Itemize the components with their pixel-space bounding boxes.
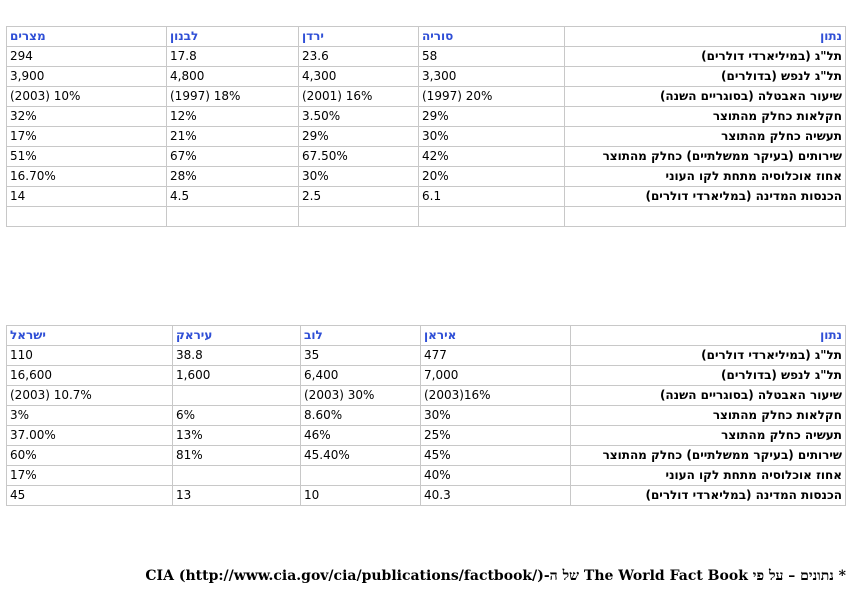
row-label-cell: תל"ג לנפש (בדולרים) [571, 366, 846, 386]
value-cell: 6,400 [301, 366, 421, 386]
row-label-cell: תל"ג (במיליארדי דולרים) [565, 47, 846, 67]
column-header: לבנון [167, 27, 299, 47]
value-cell: 40% [421, 466, 571, 486]
value-cell: 3.50% [299, 107, 419, 127]
table-row [7, 87, 846, 107]
row-label-cell: שירותים (בעיקר ממשלתיים) כחלק מהתוצר [565, 147, 846, 167]
value-cell: 17% [7, 466, 173, 486]
value-cell: (2003) 10% [7, 87, 167, 107]
value-cell: 2.5 [299, 187, 419, 207]
table-row [7, 446, 846, 466]
table-row [7, 366, 846, 386]
table-row [7, 147, 846, 167]
table-row [7, 207, 846, 227]
table-row [7, 346, 846, 366]
column-header: סוריה [419, 27, 565, 47]
table-row [7, 167, 846, 187]
value-cell: 14 [7, 187, 167, 207]
value-cell: 13 [173, 486, 301, 506]
value-cell: 17% [7, 127, 167, 147]
row-label-cell: תעשיה כחלק מהתוצר [571, 426, 846, 446]
value-cell: 3% [7, 406, 173, 426]
row-label-cell [565, 207, 846, 227]
value-cell: 60% [7, 446, 173, 466]
table-row [7, 47, 846, 67]
table-row [7, 67, 846, 87]
column-header: נתון [565, 27, 846, 47]
value-cell: 110 [7, 346, 173, 366]
value-cell: 16,600 [7, 366, 173, 386]
value-cell: 10 [301, 486, 421, 506]
row-label-cell: תעשיה כחלק מהתוצר [565, 127, 846, 147]
table-row [7, 187, 846, 207]
table-row [7, 486, 846, 506]
row-label-cell: תל"ג לנפש (בדולרים) [565, 67, 846, 87]
row-label-cell: שירותים (בעיקר ממשלתיים) כחלק מהתוצר [571, 446, 846, 466]
row-label-cell: שיעור האבטלה (בסוגריים השנה) [565, 87, 846, 107]
value-cell: (2001) 16% [299, 87, 419, 107]
value-cell: 17.8 [167, 47, 299, 67]
value-cell [299, 207, 419, 227]
value-cell: 3,900 [7, 67, 167, 87]
value-cell: 58 [419, 47, 565, 67]
value-cell: (2003)16% [421, 386, 571, 406]
row-label-cell: חקלאות כחלק מהתוצר [565, 107, 846, 127]
value-cell: 29% [299, 127, 419, 147]
economy-table-1 [6, 26, 846, 227]
table-row [7, 426, 846, 446]
value-cell: 35 [301, 346, 421, 366]
value-cell: 30% [299, 167, 419, 187]
value-cell: 42% [419, 147, 565, 167]
table-row [7, 107, 846, 127]
value-cell: 4.5 [167, 187, 299, 207]
value-cell: (1997) 20% [419, 87, 565, 107]
value-cell: 67% [167, 147, 299, 167]
value-cell: 1,600 [173, 366, 301, 386]
value-cell: 45 [7, 486, 173, 506]
header-row [7, 27, 846, 47]
value-cell: (1997) 18% [167, 87, 299, 107]
table-2-body [7, 326, 846, 506]
table-row [7, 127, 846, 147]
value-cell: 8.60% [301, 406, 421, 426]
value-cell [173, 466, 301, 486]
row-label-cell: שיעור האבטלה (בסוגריים השנה) [571, 386, 846, 406]
row-label-cell: אחוז אוכלוסיה מתחת לקו העוני [565, 167, 846, 187]
value-cell: 20% [419, 167, 565, 187]
value-cell [301, 466, 421, 486]
value-cell: 7,000 [421, 366, 571, 386]
column-header: עיראק [173, 326, 301, 346]
economy-table-2 [6, 325, 846, 506]
value-cell: 37.00% [7, 426, 173, 446]
column-header: לוב [301, 326, 421, 346]
value-cell [173, 386, 301, 406]
value-cell: 67.50% [299, 147, 419, 167]
column-header: נתון [571, 326, 846, 346]
value-cell: 45% [421, 446, 571, 466]
column-header: ישראל [7, 326, 173, 346]
value-cell: 13% [173, 426, 301, 446]
row-label-cell: אחוז אוכלוסיה מתחת לקו העוני [571, 466, 846, 486]
row-label-cell: הכנסות המדינה (במליארדי דולרים) [571, 486, 846, 506]
value-cell: 25% [421, 426, 571, 446]
value-cell: 477 [421, 346, 571, 366]
table-row [7, 386, 846, 406]
value-cell: 46% [301, 426, 421, 446]
value-cell: 12% [167, 107, 299, 127]
value-cell: 4,800 [167, 67, 299, 87]
value-cell: 32% [7, 107, 167, 127]
value-cell [7, 207, 167, 227]
row-label-cell: הכנסות המדינה (במליארדי דולרים) [565, 187, 846, 207]
value-cell: 6% [173, 406, 301, 426]
table-row [7, 466, 846, 486]
row-label-cell: חקלאות כחלק מהתוצר [571, 406, 846, 426]
value-cell: 40.3 [421, 486, 571, 506]
value-cell: 38.8 [173, 346, 301, 366]
value-cell: 4,300 [299, 67, 419, 87]
source-footnote: * נתונים – על פי The World Fact Book של ה-CIA (http://www.cia.gov/cia/publications/factbook/) [145, 568, 846, 584]
value-cell: 23.6 [299, 47, 419, 67]
value-cell: 51% [7, 147, 167, 167]
value-cell: 16.70% [7, 167, 167, 187]
column-header: איראן [421, 326, 571, 346]
header-row [7, 326, 846, 346]
value-cell: 6.1 [419, 187, 565, 207]
value-cell: 30% [419, 127, 565, 147]
value-cell: 29% [419, 107, 565, 127]
column-header: מצרים [7, 27, 167, 47]
value-cell: (2003) 30% [301, 386, 421, 406]
value-cell: 30% [421, 406, 571, 426]
value-cell [167, 207, 299, 227]
value-cell: 45.40% [301, 446, 421, 466]
value-cell: 3,300 [419, 67, 565, 87]
table-1-body [7, 27, 846, 227]
value-cell [419, 207, 565, 227]
value-cell: 294 [7, 47, 167, 67]
column-header: ירדן [299, 27, 419, 47]
value-cell: (2003) 10.7% [7, 386, 173, 406]
value-cell: 81% [173, 446, 301, 466]
value-cell: 28% [167, 167, 299, 187]
row-label-cell: תל"ג (במיליארדי דולרים) [571, 346, 846, 366]
table-row [7, 406, 846, 426]
value-cell: 21% [167, 127, 299, 147]
